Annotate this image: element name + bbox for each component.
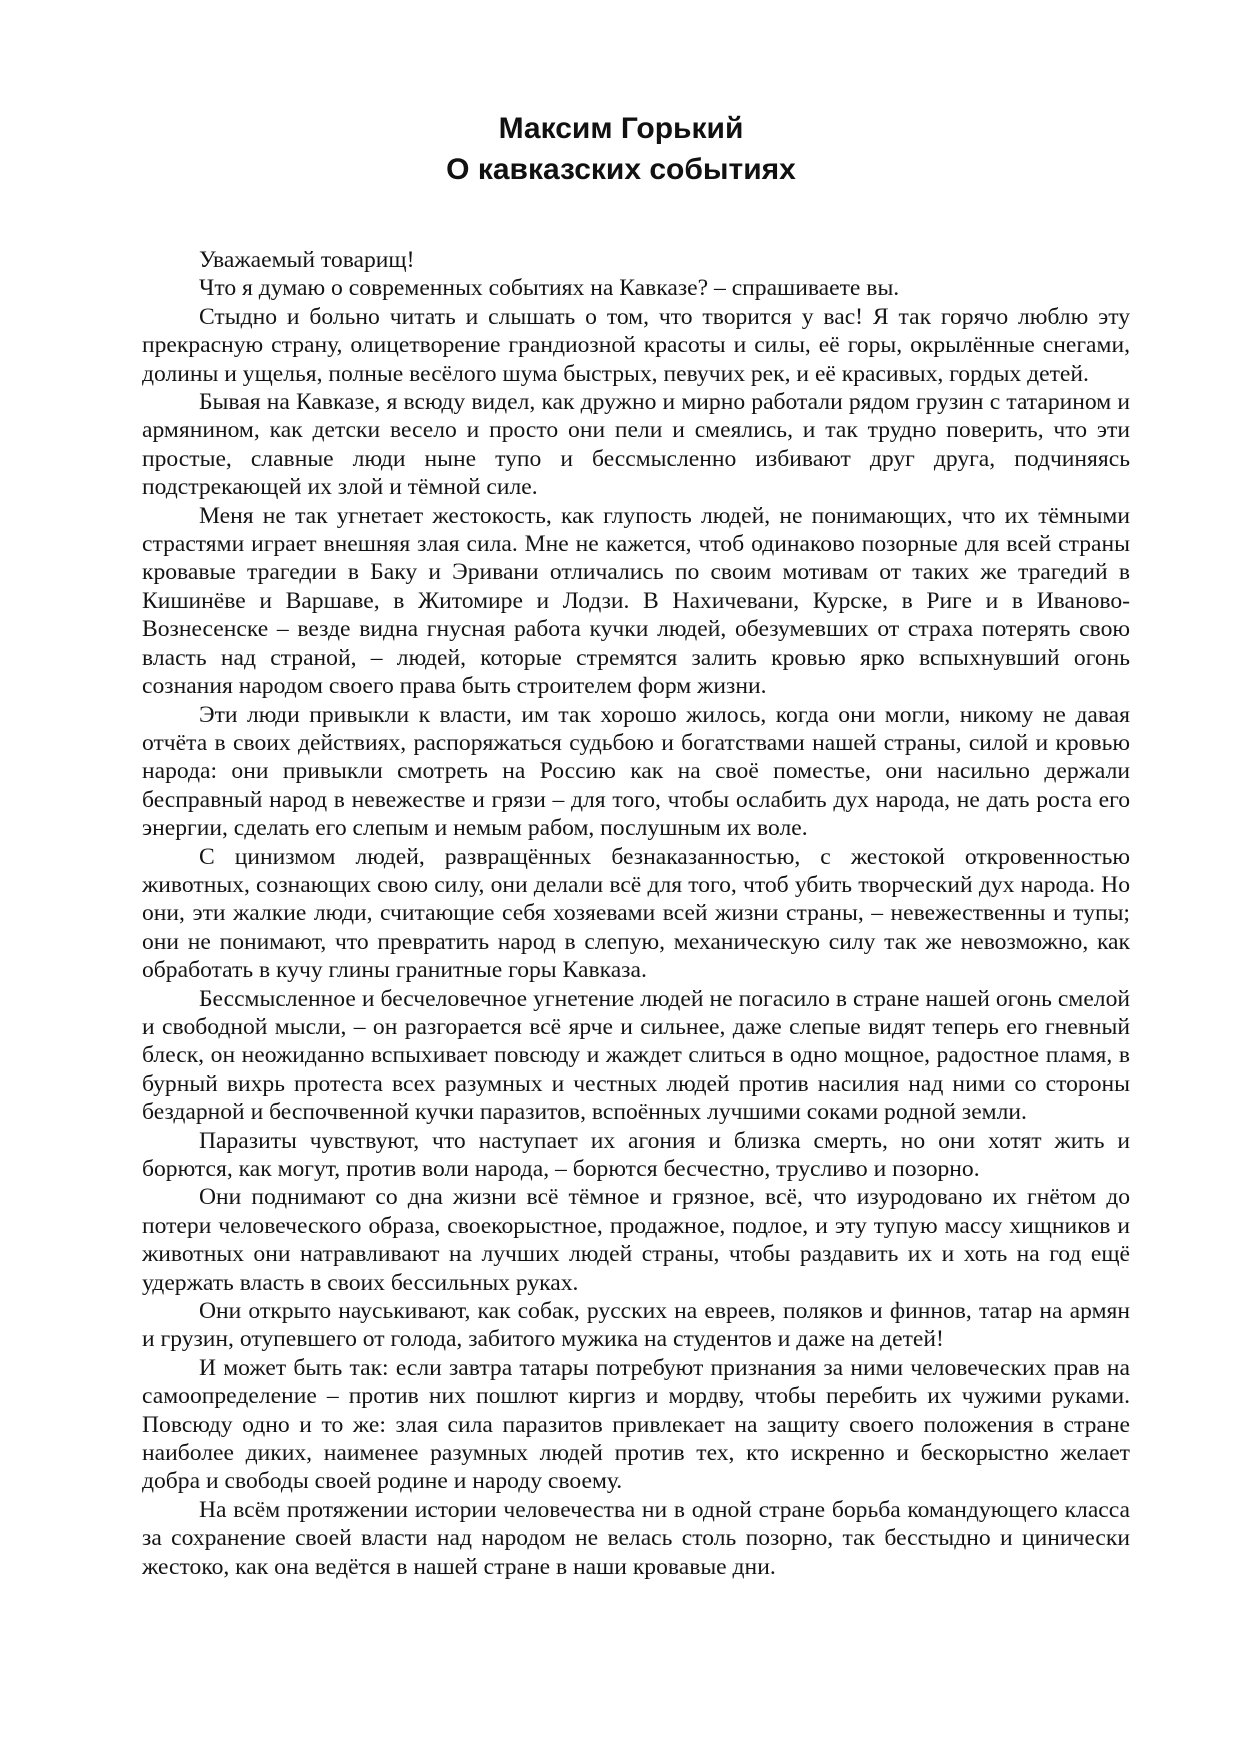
paragraph: Стыдно и больно читать и слышать о том, что творится у вас! Я так горячо люблю эту прекрасную страну, олицетворение грандиозной красоты и силы, её горы, окрылённые снегами, долины и ущелья, полные весёлого шума быстрых, певучих рек, и её красивых, гордых детей. [142, 303, 1130, 387]
essay-title: О кавказских событиях [446, 153, 796, 186]
paragraph: И может быть так: если завтра татары потребуют признания за ними человеческих прав на самоопределение – против них пошлют киргиз и мордву, чтобы перебить их чужими руками. Повсюду одно и то же: злая сила паразитов привлекает на защиту своего положения в стране наиболее диких, наименее разумных людей против тех, кто искренно и бескорыстно желает добра и свободы своей родине и народу своему. [142, 1354, 1130, 1495]
paragraph: Они поднимают со дна жизни всё тёмное и грязное, всё, что изуродовано их гнётом до потери человеческого образа, своекорыстное, продажное, подлое, и эту тупую массу хищников и животных они натравливают на лучших людей страны, чтобы раздавить их и хоть на год ещё удержать власть в своих бессильных руках. [142, 1184, 1130, 1296]
paragraph: Они открыто науськивают, как собак, русских на евреев, поляков и финнов, татар на армян и грузин, отупевшего от голода, забитого мужика на студентов и даже на детей! [142, 1298, 1130, 1353]
author-name: Максим Горький [498, 112, 744, 145]
paragraph-question: Что я думаю о современных событиях на Кавказе? – спрашиваете вы. [199, 275, 900, 302]
body-text [142, 246, 1130, 1581]
paragraph: Эти люди привыкли к власти, им так хорошо жилось, когда они могли, никому не давая отчёта в своих действиях, распоряжаться судьбою и богатствами нашей страны, силой и кровью народа: они привыкли смотреть на Россию как на своё поместье, они насильно держали бесправный народ в невежестве и грязи – для того, чтобы ослабить дух народа, не дать роста его энергии, сделать его слепым и немым рабом, послушным их воле. [142, 701, 1130, 842]
paragraph: С цинизмом людей, развращённых безнаказанностью, с жестокой откровенностью животных, сознающих свою силу, они делали всё для того, чтоб убить творческий дух народа. Но они, эти жалкие люди, считающие себя хозяевами всей жизни страны, – невежественны и тупы; они не понимают, что превратить народ в слепую, механическую силу так же невозможно, как обработать в кучу глины гранитные горы Кавказа. [142, 843, 1130, 984]
title-block [0, 108, 1242, 190]
paragraph: Бессмысленное и бесчеловечное угнетение людей не погасило в стране нашей огонь смелой и свободной мысли, – он разгорается всё ярче и сильнее, даже слепые видят теперь его гневный блеск, он неожиданно вспыхивает повсюду и жаждет слиться в одно мощное, радостное пламя, в бурный вихрь протеста всех разумных и честных людей против насилия над ними со стороны бездарной и беспочвенной кучки паразитов, вспоённых лучшими соками родной земли. [142, 985, 1130, 1126]
paragraph: Паразиты чувствуют, что наступает их агония и близка смерть, но они хотят жить и борются, как могут, против воли народа, – борются бесчестно, трусливо и позорно. [142, 1127, 1130, 1182]
paragraph: Бывая на Кавказе, я всюду видел, как дружно и мирно работали рядом грузин с татарином и армянином, как детски весело и просто они пели и смеялись, и так трудно поверить, что эти простые, славные люди ныне тупо и бессмысленно избивают друг друга, подчиняясь подстрекающей их злой и тёмной силе. [142, 389, 1130, 501]
paragraph-closing: На всём протяжении истории человечества ни в одной стране борьба командующего класса за сохранение своей власти над народом не велась столь позорно, так бесстыдно и цинически жестоко, как она ведётся в нашей стране в наши кровавые дни. [142, 1496, 1130, 1580]
paragraph-greeting: Уважаемый товарищ! [199, 247, 415, 273]
paragraph: Меня не так угнетает жестокость, как глупость людей, не понимающих, что их тёмными страстями играет внешняя злая сила. Мне не кажется, чтоб одинаково позорные для всей страны кровавые трагедии в Баку и Эривани отличались по своим мотивам от таких же трагедий в Кишинёве и Варшаве, в Житомире и Лодзи. В Нахичевани, Курске, в Риге и в Иваново-Вознесенске – везде видна гнусная работа кучки людей, обезумевших от страха потерять свою власть над страной, – людей, которые стремятся залить кровью ярко вспыхнувший огонь сознания народом своего права быть строителем форм жизни. [142, 502, 1130, 700]
